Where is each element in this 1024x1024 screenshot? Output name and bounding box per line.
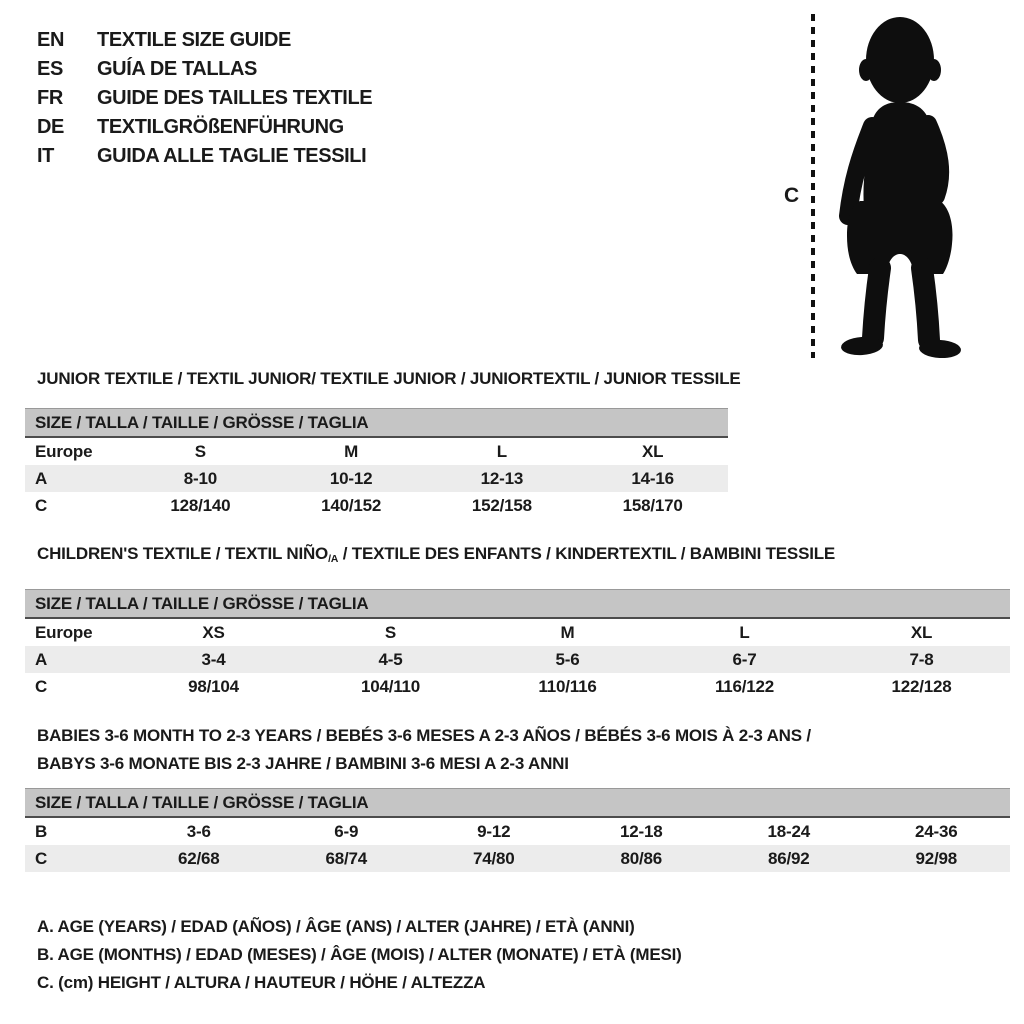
age-cell: 3-6 <box>186 822 211 841</box>
size-cell: M <box>344 442 359 461</box>
age-cell: 6-9 <box>334 822 359 841</box>
table-row-age <box>25 646 1010 673</box>
height-cell: 116/122 <box>714 677 775 696</box>
lang-row-es <box>37 55 372 84</box>
size-cell: S <box>194 442 206 461</box>
height-cell: 104/110 <box>360 677 421 696</box>
table-row-height <box>25 845 1010 872</box>
size-cell: M <box>560 623 575 642</box>
height-cell: 86/92 <box>767 849 810 868</box>
age-cell: 14-16 <box>631 469 674 488</box>
table-row-europe <box>25 619 1010 646</box>
height-cell: 128/140 <box>170 496 231 515</box>
height-cell: 110/116 <box>538 677 597 696</box>
lang-title: GUIDA ALLE TAGLIE TESSILI <box>97 145 367 167</box>
lang-title: TEXTILGRÖßENFÜHRUNG <box>97 116 344 138</box>
size-cell: L <box>496 442 507 461</box>
age-cell: 12-18 <box>620 822 663 841</box>
baby-silhouette-graphic <box>780 8 990 364</box>
size-cell: XL <box>910 623 933 642</box>
age-cell: 24-36 <box>915 822 958 841</box>
children-title-text <box>37 544 835 563</box>
age-cell: 10-12 <box>329 469 373 488</box>
height-cell: 92/98 <box>915 849 958 868</box>
children-title-sub: /A <box>328 552 339 565</box>
footnote-b: B. AGE (MONTHS) / EDAD (MESES) / ÂGE (MOIS) / ALTER (MONATE) / ETÀ (MESI) <box>37 945 682 964</box>
age-cell: 4-5 <box>378 650 403 669</box>
lang-code: IT <box>37 145 54 167</box>
table-row-age <box>25 465 728 492</box>
height-cell: 68/74 <box>325 849 368 868</box>
height-cell: 140/152 <box>321 496 382 515</box>
footnote-a: A. AGE (YEARS) / EDAD (AÑOS) / ÂGE (ANS) / ALTER (JAHRE) / ETÀ (ANNI) <box>37 917 635 936</box>
age-cell: 3-4 <box>201 650 226 669</box>
size-table-header: SIZE / TALLA / TAILLE / GRÖSSE / TAGLIA <box>25 788 1010 818</box>
lang-title: GUIDE DES TAILLES TEXTILE <box>97 87 373 109</box>
legend-footnotes <box>37 913 682 997</box>
height-cell: 122/128 <box>891 677 952 696</box>
size-table-header: SIZE / TALLA / TAILLE / GRÖSSE / TAGLIA <box>25 589 1010 619</box>
size-cell: L <box>739 623 750 642</box>
age-cell: 9-12 <box>477 822 511 841</box>
lang-row-fr <box>37 84 372 113</box>
height-cell: 80/86 <box>620 849 663 868</box>
height-cell: 98/104 <box>188 677 239 696</box>
children-size-table <box>25 589 1010 700</box>
height-measure-label: C <box>784 184 800 207</box>
children-title-pre: CHILDREN'S TEXTILE / TEXTIL NIÑO <box>37 544 329 563</box>
height-cell: 74/80 <box>472 849 515 868</box>
age-cell: 18-24 <box>767 822 810 841</box>
lang-title: TEXTILE SIZE GUIDE <box>97 29 291 51</box>
size-cell: S <box>384 623 397 642</box>
junior-size-table <box>25 408 728 519</box>
baby-silhouette <box>840 17 961 359</box>
row-label: A <box>35 469 48 488</box>
size-cell: XL <box>641 442 664 461</box>
age-cell: 8-10 <box>183 469 217 488</box>
size-cell: XS <box>202 623 225 642</box>
lang-row-it <box>37 142 372 171</box>
row-label: C <box>35 677 48 696</box>
row-label: A <box>35 650 48 669</box>
babies-section-title <box>37 722 811 778</box>
lang-code: ES <box>37 58 63 80</box>
table-row-europe <box>25 438 728 465</box>
table-row-age-months <box>25 818 1010 845</box>
lang-title: GUÍA DE TALLAS <box>97 58 257 80</box>
children-section-title <box>37 543 835 570</box>
age-cell: 12-13 <box>480 469 524 488</box>
age-cell: 7-8 <box>909 650 934 669</box>
babies-size-table <box>25 788 1010 872</box>
baby-height-figure <box>780 8 990 364</box>
junior-title-text: JUNIOR TEXTILE / TEXTIL JUNIOR/ TEXTILE JUNIOR / JUNIORTEXTIL / JUNIOR TESSILE <box>37 369 741 388</box>
height-cell: 152/158 <box>471 496 532 515</box>
height-cell: 62/68 <box>177 849 220 868</box>
age-cell: 6-7 <box>732 650 757 669</box>
row-label: Europe <box>35 442 93 461</box>
lang-code: FR <box>37 87 63 109</box>
lang-code: EN <box>37 29 64 51</box>
lang-row-en <box>37 26 372 55</box>
table-row-height <box>25 673 1010 700</box>
footnote-c: C. (cm) HEIGHT / ALTURA / HAUTEUR / HÖHE / ALTEZZA <box>37 973 486 992</box>
row-label: B <box>35 822 48 841</box>
row-label: C <box>35 849 48 868</box>
babies-title-line2: BABYS 3-6 MONATE BIS 2-3 JAHRE / BAMBINI 3-6 MESI A 2-3 ANNI <box>37 754 569 773</box>
table-row-height <box>25 492 728 519</box>
junior-section-title <box>37 368 741 390</box>
babies-title-line1: BABIES 3-6 MONTH TO 2-3 YEARS / BEBÉS 3-6 MESES A 2-3 AÑOS / BÉBÉS 3-6 MOIS À 2-3 ANS / <box>37 726 811 745</box>
row-label: C <box>35 496 48 515</box>
row-label: Europe <box>35 623 93 642</box>
language-title-list <box>37 26 372 171</box>
lang-row-de <box>37 113 372 142</box>
size-table-header: SIZE / TALLA / TAILLE / GRÖSSE / TAGLIA <box>25 408 728 438</box>
lang-code: DE <box>37 116 64 138</box>
age-cell: 5-6 <box>555 650 580 669</box>
height-cell: 158/170 <box>622 496 683 515</box>
children-title-post: / TEXTILE DES ENFANTS / KINDERTEXTIL / BAMBINI TESSILE <box>338 544 836 563</box>
